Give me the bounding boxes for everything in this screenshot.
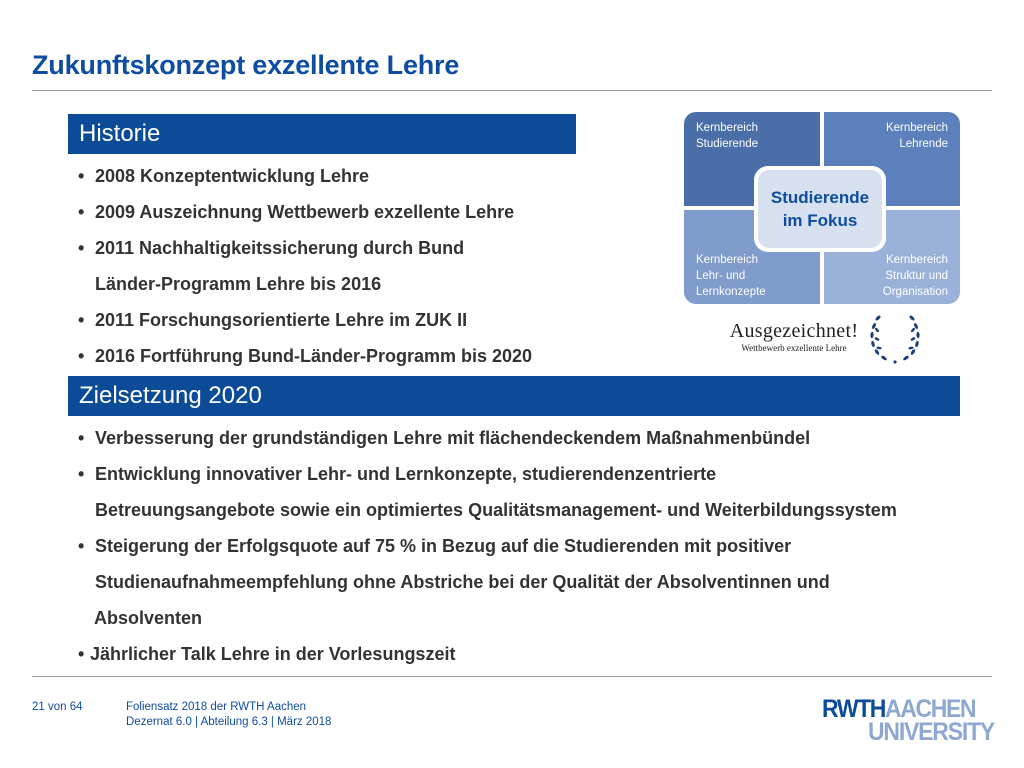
list-item: • 2016 Fortführung Bund-Länder-Programm bis 2020	[76, 338, 532, 374]
list-item: • Steigerung der Erfolgsquote auf 75 % in Bezug auf die Studierenden mit positiver	[76, 528, 897, 564]
logo-university: UNIVERSITY	[868, 718, 995, 746]
list-item: • 2009 Auszeichnung Wettbewerb exzellente Lehre	[76, 194, 532, 230]
quadrant-label: Kernbereich Studierende	[696, 122, 759, 150]
award-seal	[724, 320, 864, 354]
list-item: • 2008 Konzeptentwicklung Lehre	[76, 158, 532, 194]
list-item-continuation: Studienaufnahmeempfehlung ohne Abstriche bei der Qualität der Absolventinnen und	[95, 572, 830, 592]
historie-list	[76, 158, 532, 374]
rwth-logo	[822, 695, 995, 746]
list-item: • 2011 Forschungsorientierte Lehre im ZUK II	[76, 302, 532, 338]
list-item: • Verbesserung der grundständigen Lehre mit flächendeckendem Maßnahmenbündel	[76, 420, 897, 456]
logo-rwth: RWTH	[822, 695, 886, 723]
footer-info	[126, 700, 331, 730]
zielsetzung-heading: Zielsetzung 2020	[68, 376, 960, 416]
award-subtitle: Wettbewerb exzellente Lehre	[741, 343, 847, 353]
center-box	[754, 166, 886, 252]
quadrant-label: Kernbereich Struktur und Organisation	[882, 254, 948, 298]
focus-diagram	[684, 112, 960, 304]
page-number: 21 von 64	[32, 701, 83, 713]
quadrant-label: Kernbereich Lehr- und Lernkonzepte	[696, 254, 766, 298]
list-item-continuation: Absolventen	[94, 608, 203, 628]
list-item: • 2011 Nachhaltigkeitssicherung durch Bund	[76, 230, 532, 266]
list-item: • Entwicklung innovativer Lehr- und Lernkonzepte, studierendenzentrierte	[76, 456, 897, 492]
zielsetzung-list	[76, 420, 897, 672]
slide-title: Zukunftskonzept exzellente Lehre	[32, 50, 460, 80]
footer-line-1: Foliensatz 2018 der RWTH Aachen	[126, 701, 307, 713]
award-title: Ausgezeichnet!	[729, 320, 859, 342]
list-item: • Jährlicher Talk Lehre in der Vorlesungszeit	[76, 636, 897, 672]
footer-line-2: Dezernat 6.0 | Abteilung 6.3 | März 2018	[126, 716, 332, 728]
historie-heading: Historie	[68, 114, 576, 154]
logo-aachen: AACHEN	[885, 695, 976, 723]
footer-divider	[32, 676, 992, 677]
center-label: Studierende im Fokus	[758, 170, 882, 248]
list-item-continuation: Länder-Programm Lehre bis 2016	[95, 274, 382, 294]
list-item-continuation: Betreuungsangebote sowie ein optimiertes Qualitätsmanagement- und Weiterbildungssystem	[95, 500, 897, 520]
quadrant-label: Kernbereich Lehrende	[885, 122, 948, 150]
laurel-wreath-icon	[866, 308, 924, 366]
title-divider	[32, 90, 992, 91]
